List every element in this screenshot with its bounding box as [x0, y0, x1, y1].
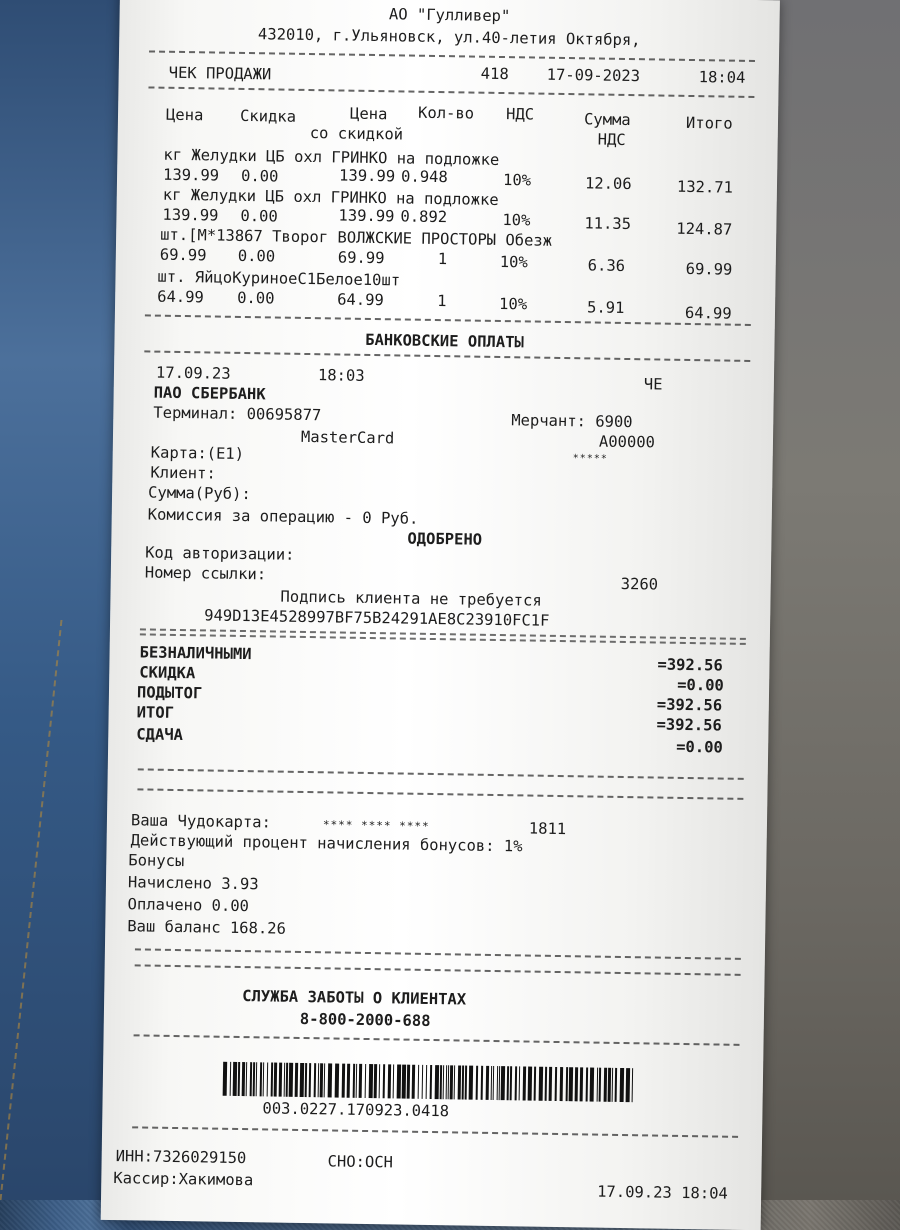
item-vat-sum: 5.91 — [586, 298, 625, 317]
bank-code: ЧЕ — [643, 375, 663, 394]
barcode-bar — [615, 1068, 618, 1102]
divider — [148, 86, 754, 98]
receipt — [101, 0, 780, 1230]
barcode-bar — [374, 1064, 378, 1098]
divider — [134, 1034, 740, 1046]
barcode-bar — [528, 1067, 533, 1101]
item-vat: 10% — [499, 252, 528, 272]
item-price-disc: 69.99 — [337, 248, 385, 268]
item-vat: 10% — [502, 211, 531, 230]
barcode-bar — [426, 1065, 428, 1099]
barcode-bar — [534, 1067, 537, 1101]
card-type: MasterCard — [300, 427, 395, 448]
barcode-bar — [501, 1066, 506, 1100]
ref-num-value: 3260 — [620, 574, 659, 594]
barcode-bar — [369, 1064, 374, 1098]
barcode-bar — [309, 1063, 312, 1097]
doc-date: 17-09-2023 — [546, 65, 641, 86]
barcode-bar — [608, 1068, 612, 1102]
bank-terminal: Терминал: 00695877 — [153, 403, 322, 425]
col-vat: НДС — [505, 105, 535, 124]
barcode-bar — [320, 1063, 324, 1097]
print-time: 17.09.23 18:04 — [597, 1182, 728, 1203]
item-total: 124.87 — [676, 219, 733, 239]
bank-name: ПАО СБЕРБАНК — [153, 383, 266, 404]
barcode-number: 003.0227.170923.0418 — [262, 1099, 450, 1121]
barcode-bar — [422, 1065, 424, 1099]
transaction-hash: 949D13E4528997BF75B24291AE8C23910FC1F — [204, 606, 550, 630]
barcode-bar — [580, 1067, 584, 1101]
item-price: 139.99 — [162, 165, 220, 185]
divider — [145, 314, 751, 326]
barcode-bar — [289, 1063, 294, 1097]
total-label: ПОДЫТОГ — [136, 683, 203, 703]
bonus-paid: Оплачено 0.00 — [127, 895, 250, 916]
barcode-bar — [519, 1066, 521, 1100]
col-qty: Кол-во — [417, 103, 475, 123]
card-aid: A00000 — [598, 432, 656, 452]
barcode-bar — [388, 1064, 392, 1098]
barcode-bar — [407, 1065, 411, 1099]
barcode-bar — [230, 1062, 232, 1096]
item-total: 132.71 — [676, 177, 734, 197]
barcode-bar — [560, 1067, 564, 1101]
barcode-bar — [476, 1066, 479, 1100]
commission: Комиссия за операцию - 0 Руб. — [147, 505, 419, 528]
col-discount: Скидка — [239, 106, 297, 126]
item-name: шт. ЯйцоКуриноеС1Белое10шт — [157, 267, 401, 290]
barcode-bar — [443, 1065, 445, 1099]
col-price-disc-2: со скидкой — [309, 123, 404, 144]
item-discount: 0.00 — [237, 246, 276, 266]
item-vat: 10% — [498, 294, 528, 314]
item-qty: 1 — [437, 250, 448, 269]
no-signature: Подпись клиента не требуется — [280, 587, 542, 610]
doc-time: 18:04 — [698, 68, 746, 87]
barcode-bar — [481, 1066, 484, 1100]
bank-date: 17.09.23 — [155, 363, 231, 383]
barcode-bar — [549, 1067, 553, 1101]
col-total: Итого — [685, 113, 733, 133]
item-price: 64.99 — [157, 287, 204, 307]
barcode-bar — [599, 1068, 602, 1102]
item-qty: 0.892 — [400, 207, 448, 227]
loyalty-card-mask: **** **** **** — [322, 818, 430, 833]
barcode-bar — [397, 1064, 402, 1098]
total-value: =0.00 — [677, 675, 724, 695]
bank-merchant: Мерчант: 6900 — [511, 411, 633, 432]
auth-code-label: Код авторизации: — [145, 543, 295, 564]
barcode-bar — [523, 1066, 527, 1100]
col-vat-sum-2: НДС — [597, 130, 626, 149]
divider — [137, 788, 743, 800]
barcode-bar — [379, 1064, 381, 1098]
barcode-bar — [342, 1064, 346, 1098]
bank-title: БАНКОВСКИЕ ОПЛАТЫ — [365, 330, 524, 352]
barcode-bar — [486, 1066, 490, 1100]
divider — [135, 948, 741, 960]
item-vat-sum: 6.36 — [587, 256, 626, 275]
barcode-bar — [300, 1063, 305, 1097]
barcode-bar — [263, 1062, 265, 1096]
col-price-disc: Цена — [349, 104, 388, 124]
item-price: 69.99 — [159, 245, 207, 265]
item-total: 64.99 — [684, 303, 732, 323]
item-vat-sum: 12.06 — [584, 174, 632, 194]
total-label: БЕЗНАЛИЧНЫМИ — [139, 643, 252, 664]
barcode-bar — [279, 1063, 283, 1097]
barcode-bar — [328, 1063, 333, 1097]
item-qty: 1 — [437, 292, 447, 311]
approved: ОДОБРЕНО — [407, 529, 483, 549]
barcode-bar — [324, 1063, 326, 1097]
col-price: Цена — [165, 105, 204, 125]
barcode-bar — [435, 1065, 440, 1099]
item-qty: 0.948 — [400, 167, 448, 187]
barcode-bar — [626, 1068, 631, 1102]
org-name: АО "Гулливер" — [388, 5, 511, 26]
item-name: шт.[M*13867 Творог ВОЛЖСКИЕ ПРОСТОРЫ Обезж — [160, 225, 553, 250]
barcode — [223, 1062, 643, 1103]
client-label: Клиент: — [150, 463, 216, 483]
item-total: 69.99 — [685, 259, 733, 279]
barcode-bar — [233, 1062, 238, 1096]
doc-title: ЧЕК ПРОДАЖИ — [168, 63, 272, 84]
barcode-bar — [620, 1068, 625, 1102]
barcode-bar — [246, 1062, 248, 1096]
address: 432010, г.Ульяновск, ул.40-летия Октября, — [257, 25, 641, 50]
item-price-disc: 64.99 — [337, 290, 384, 310]
loyalty-card-last: 1811 — [528, 819, 567, 839]
total-value: =392.56 — [656, 715, 722, 735]
divider — [149, 50, 755, 62]
barcode-bar — [238, 1062, 241, 1096]
inn: ИНН:7326029150 — [115, 1147, 247, 1168]
barcode-bar — [242, 1062, 246, 1096]
barcode-bar — [469, 1066, 474, 1100]
barcode-bar — [465, 1066, 468, 1100]
barcode-bar — [454, 1065, 456, 1099]
service-phone: 8-800-2000-688 — [299, 1009, 431, 1031]
total-label: ИТОГ — [136, 703, 175, 722]
item-name: кг Желудки ЦБ охл ГРИНКО на подложке — [162, 185, 499, 209]
barcode-bar — [458, 1065, 462, 1099]
total-value: =392.56 — [656, 695, 723, 715]
item-discount: 0.00 — [240, 166, 279, 186]
cashier: Кассир:Хакимова — [113, 1169, 254, 1190]
item-discount: 0.00 — [240, 206, 278, 226]
bonus-rate: Действующий процент начисления бонусов: 1% — [130, 831, 523, 856]
bonus-label: Бонусы — [128, 851, 185, 871]
barcode-bar — [402, 1065, 407, 1099]
ref-num-label: Номер ссылки: — [144, 563, 267, 584]
barcode-bar — [256, 1062, 258, 1096]
barcode-bar — [267, 1062, 269, 1096]
barcode-bar — [335, 1064, 340, 1098]
barcode-bar — [430, 1065, 433, 1099]
fabric-background — [760, 0, 900, 1200]
barcode-bar — [555, 1067, 558, 1101]
item-name: кг Желудки ЦБ охл ГРИНКО на подложке — [163, 145, 500, 169]
barcode-bar — [305, 1063, 308, 1097]
total-label: СДАЧА — [136, 725, 184, 745]
loyalty-card-label: Ваша Чудокарта: — [130, 811, 272, 832]
item-discount: 0.00 — [237, 288, 275, 308]
barcode-bar — [295, 1063, 299, 1097]
barcode-bar — [365, 1064, 367, 1098]
barcode-bar — [274, 1063, 278, 1097]
total-value: =0.00 — [676, 737, 723, 757]
item-vat-sum: 11.35 — [584, 214, 632, 234]
divider — [135, 964, 741, 976]
item-vat: 10% — [502, 171, 532, 190]
barcode-bar — [493, 1066, 495, 1100]
barcode-bar — [347, 1064, 351, 1098]
barcode-bar — [590, 1068, 595, 1102]
barcode-bar — [539, 1067, 544, 1101]
double-divider — [140, 628, 746, 645]
card-label: Карта:(E1) — [150, 443, 245, 464]
divider — [132, 1126, 738, 1138]
barcode-bar — [356, 1064, 358, 1098]
bonus-balance: Ваш баланс 168.26 — [127, 917, 287, 938]
item-price-disc: 139.99 — [338, 166, 396, 186]
barcode-bar — [412, 1065, 416, 1099]
doc-number: 418 — [480, 64, 509, 84]
barcode-bar — [575, 1067, 579, 1101]
sno: СНО:ОСН — [327, 1152, 394, 1172]
bank-time: 18:03 — [317, 366, 365, 385]
barcode-bar — [632, 1068, 634, 1102]
barcode-bar — [569, 1067, 574, 1101]
barcode-bar — [450, 1065, 454, 1099]
barcode-bar — [545, 1067, 548, 1101]
bonus-accrued: Начислено 3.93 — [127, 873, 259, 894]
barcode-bar — [223, 1062, 228, 1096]
barcode-bar — [612, 1068, 614, 1102]
divider — [138, 768, 744, 780]
barcode-bar — [586, 1067, 589, 1101]
card-aid-masked: ***** — [572, 453, 608, 465]
total-label: СКИДКА — [139, 663, 196, 683]
barcode-bar — [314, 1063, 317, 1097]
barcode-bar — [604, 1068, 608, 1102]
barcode-bar — [393, 1064, 395, 1098]
barcode-bar — [383, 1064, 386, 1098]
item-price-disc: 139.99 — [338, 206, 395, 226]
barcode-bar — [418, 1065, 420, 1099]
barcode-bar — [510, 1066, 513, 1100]
barcode-bar — [359, 1064, 363, 1098]
service-title: СЛУЖБА ЗАБОТЫ О КЛИЕНТАХ — [242, 987, 467, 1009]
col-vat-sum: Сумма — [583, 110, 631, 130]
item-price: 139.99 — [162, 205, 219, 225]
sum-label: Сумма(Руб): — [147, 483, 251, 504]
total-value: =392.56 — [657, 655, 723, 675]
barcode-bar — [515, 1066, 518, 1100]
